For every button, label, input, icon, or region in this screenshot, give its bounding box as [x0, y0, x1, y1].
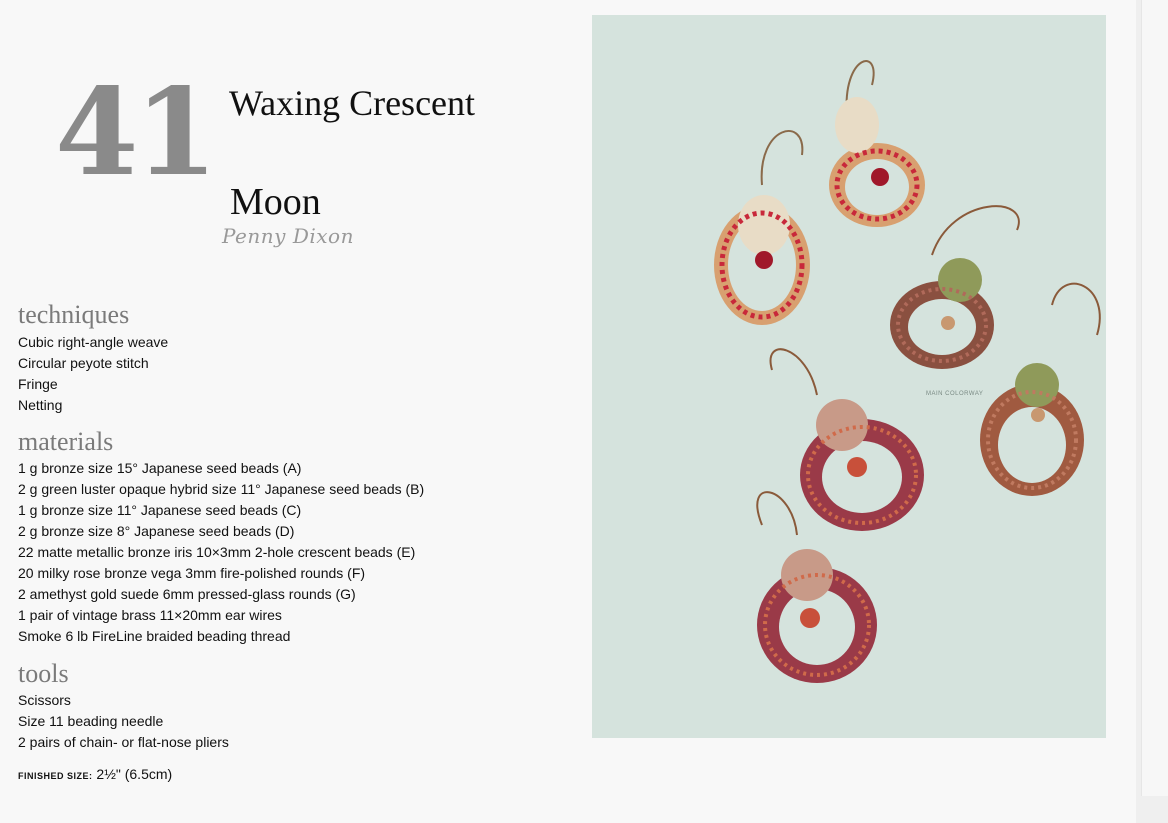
list-item: 2 g green luster opaque hybrid size 11° Japanese seed beads (B) [18, 481, 425, 497]
list-item: 2 pairs of chain- or flat-nose pliers [18, 734, 229, 750]
earring-green-right [980, 284, 1100, 496]
earring-green-left [890, 206, 1019, 369]
author-name: Penny Dixon [222, 224, 354, 248]
finished-size-label: FINISHED SIZE: [18, 771, 93, 781]
list-item: 1 g bronze size 15° Japanese seed beads (A) [18, 460, 302, 476]
list-item: 20 milky rose bronze vega 3mm fire-polished rounds (F) [18, 565, 366, 581]
photo-caption: MAIN COLORWAY [926, 391, 984, 397]
list-item: 2 g bronze size 8° Japanese seed beads (D) [18, 523, 295, 539]
list-item: Cubic right-angle weave [18, 334, 169, 350]
list-item: Size 11 beading needle [18, 713, 164, 729]
project-title-line1: Waxing Crescent [229, 83, 476, 123]
techniques-list [18, 332, 168, 416]
list-item: 1 g bronze size 11° Japanese seed beads (C) [18, 502, 302, 518]
list-item: 1 pair of vintage brass 11×20mm ear wires [18, 607, 282, 623]
list-item: Netting [18, 397, 63, 413]
earring-gold-left [714, 131, 810, 325]
finished-size [18, 766, 172, 782]
earring-rose-top [771, 349, 924, 531]
finished-size-value: 2½" (6.5cm) [96, 766, 173, 782]
project-number: 41 [55, 62, 214, 203]
techniques-heading: techniques [18, 300, 130, 329]
materials-list [18, 458, 424, 647]
earring-gold-right [829, 61, 925, 227]
list-item: Circular peyote stitch [18, 355, 149, 371]
list-item: Smoke 6 lb FireLine braided beading thread [18, 628, 291, 644]
list-item: 22 matte metallic bronze iris 10×3mm 2-hole crescent beads (E) [18, 544, 416, 560]
next-page-edge [1141, 0, 1168, 796]
tools-list [18, 690, 229, 753]
earrings-illustration [592, 15, 1106, 738]
materials-heading: materials [18, 427, 114, 456]
list-item: 2 amethyst gold suede 6mm pressed-glass rounds (G) [18, 586, 356, 602]
list-item: Scissors [18, 692, 71, 708]
project-title-line2: Moon [230, 181, 321, 223]
earrings-photo [592, 15, 1106, 738]
tools-heading: tools [18, 659, 69, 688]
list-item: Fringe [18, 376, 58, 392]
